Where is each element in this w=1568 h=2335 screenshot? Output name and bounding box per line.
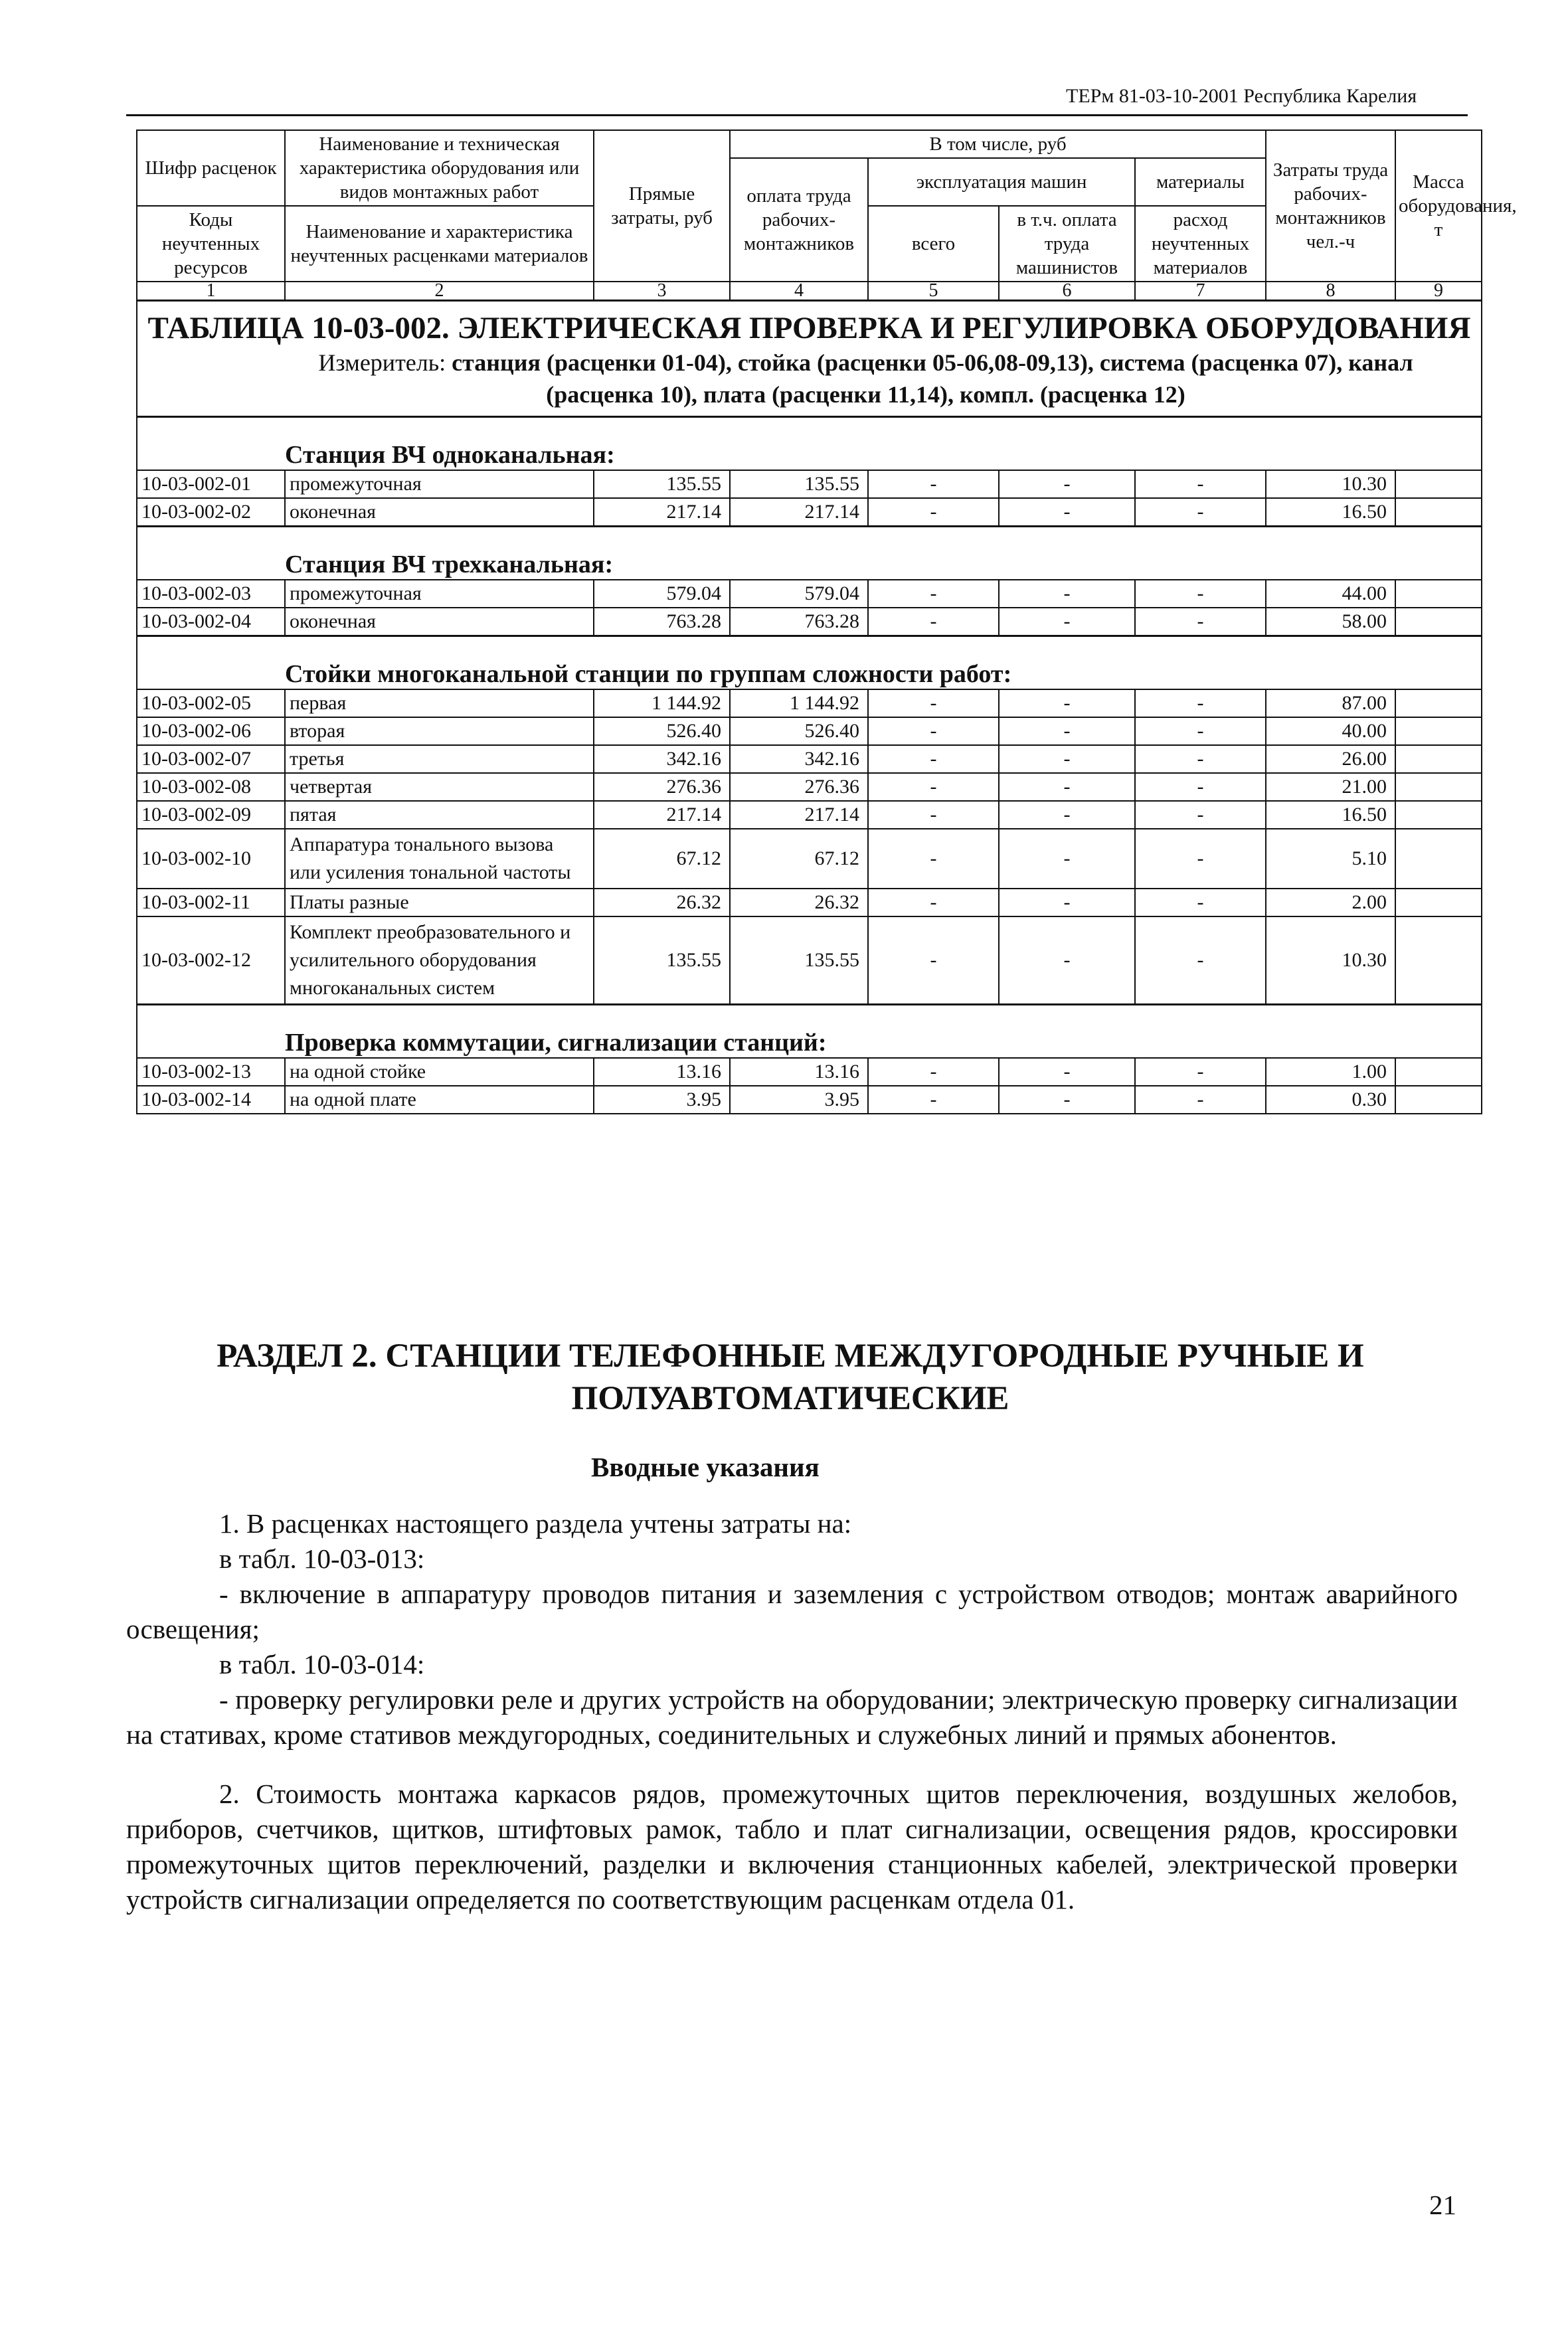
labor-hours: 5.10 [1266, 829, 1395, 889]
labor-pay: 217.14 [730, 498, 868, 527]
equipment-mass [1395, 580, 1482, 608]
equipment-mass [1395, 829, 1482, 889]
table-row [137, 1086, 1482, 1114]
rate-code: 10-03-002-03 [137, 580, 285, 608]
header-rule [126, 114, 1468, 116]
header-machine-operation: эксплуатация машин [868, 158, 1135, 206]
direct-costs: 342.16 [594, 745, 730, 773]
col-num: 4 [730, 282, 868, 301]
rate-name: Комплект преобразовательного и усилительного оборудования многоканальных систем [285, 916, 594, 1005]
machines-total: - [868, 801, 999, 829]
rate-name: Аппаратура тонального вызова или усиления тональной частоты [285, 829, 594, 889]
rate-code: 10-03-002-05 [137, 689, 285, 717]
col-num: 9 [1395, 282, 1482, 301]
direct-costs: 579.04 [594, 580, 730, 608]
labor-pay: 67.12 [730, 829, 868, 889]
group-title: Стойки многоканальной станции по группам сложности работ: [285, 660, 1012, 688]
machines-total: - [868, 745, 999, 773]
rate-name: промежуточная [285, 470, 594, 498]
rate-name: Платы разные [285, 889, 594, 916]
rate-name: четвертая [285, 773, 594, 801]
page-number: 21 [1429, 2190, 1456, 2220]
direct-costs: 13.16 [594, 1058, 730, 1086]
header-code: Шифр расценок [137, 130, 285, 206]
direct-costs: 67.12 [594, 829, 730, 889]
group-title: Станция ВЧ трехканальная: [285, 551, 614, 578]
rate-code: 10-03-002-12 [137, 916, 285, 1005]
equipment-mass [1395, 773, 1482, 801]
header-labor-pay: оплата труда рабочих-монтажников [730, 158, 868, 282]
table-row [137, 689, 1482, 717]
table-title-cell [137, 301, 1482, 417]
col-num: 2 [285, 282, 594, 301]
table-row [137, 801, 1482, 829]
table-row [137, 916, 1482, 1005]
machines-total: - [868, 717, 999, 745]
table-row [137, 1058, 1482, 1086]
col-num: 3 [594, 282, 730, 301]
direct-costs: 276.36 [594, 773, 730, 801]
direct-costs: 1 144.92 [594, 689, 730, 717]
labor-pay: 135.55 [730, 470, 868, 498]
header-materials: материалы [1135, 158, 1266, 206]
machines-total: - [868, 498, 999, 527]
machines-total: - [868, 470, 999, 498]
labor-pay: 276.36 [730, 773, 868, 801]
group-title: Станция ВЧ одноканальная: [285, 441, 615, 469]
equipment-mass [1395, 1086, 1482, 1114]
equipment-mass [1395, 689, 1482, 717]
machinist-pay: - [999, 1058, 1135, 1086]
labor-hours: 10.30 [1266, 916, 1395, 1005]
header-unaccounted-materials: расход неучтенных материалов [1135, 206, 1266, 282]
materials: - [1135, 1058, 1266, 1086]
table-row [137, 580, 1482, 608]
machines-total: - [868, 916, 999, 1005]
materials: - [1135, 608, 1266, 636]
materials: - [1135, 470, 1266, 498]
rate-name: на одной стойке [285, 1058, 594, 1086]
labor-hours: 87.00 [1266, 689, 1395, 717]
labor-pay: 217.14 [730, 801, 868, 829]
col-num: 6 [999, 282, 1135, 301]
machinist-pay: - [999, 889, 1135, 916]
materials: - [1135, 773, 1266, 801]
rate-code: 10-03-002-01 [137, 470, 285, 498]
rate-code: 10-03-002-09 [137, 801, 285, 829]
col-num: 5 [868, 282, 999, 301]
group-row [137, 527, 1482, 580]
equipment-mass [1395, 916, 1482, 1005]
labor-pay: 342.16 [730, 745, 868, 773]
header-row-1 [137, 130, 1482, 158]
header-direct-costs: Прямые затраты, руб [594, 130, 730, 282]
meter-label: Измеритель: [318, 349, 446, 376]
group-row [137, 1005, 1482, 1059]
direct-costs: 135.55 [594, 470, 730, 498]
direct-costs: 26.32 [594, 889, 730, 916]
group-title-cell [137, 527, 1482, 580]
table-meter [144, 347, 1474, 410]
materials: - [1135, 1086, 1266, 1114]
paragraph: 1. В расценках настоящего раздела учтены затраты на: [219, 1508, 852, 1539]
header-machines-total: всего [868, 206, 999, 282]
rate-name: оконечная [285, 608, 594, 636]
labor-hours: 40.00 [1266, 717, 1395, 745]
paragraph: в табл. 10-03-014: [219, 1649, 425, 1680]
rate-name: оконечная [285, 498, 594, 527]
direct-costs: 135.55 [594, 916, 730, 1005]
header-machinist-pay: в т.ч. оплата труда машинистов [999, 206, 1135, 282]
paragraph: в табл. 10-03-013: [219, 1543, 425, 1574]
col-num: 1 [137, 282, 285, 301]
machinist-pay: - [999, 717, 1135, 745]
labor-pay: 13.16 [730, 1058, 868, 1086]
machinist-pay: - [999, 1086, 1135, 1114]
rate-code: 10-03-002-13 [137, 1058, 285, 1086]
rate-code: 10-03-002-04 [137, 608, 285, 636]
materials: - [1135, 889, 1266, 916]
machines-total: - [868, 1086, 999, 1114]
column-numbers-row [137, 282, 1482, 301]
table-row [137, 773, 1482, 801]
machinist-pay: - [999, 801, 1135, 829]
header-including: В том числе, руб [730, 130, 1266, 158]
machinist-pay: - [999, 498, 1135, 527]
rate-code: 10-03-002-02 [137, 498, 285, 527]
machinist-pay: - [999, 773, 1135, 801]
table-title-row [137, 301, 1482, 417]
equipment-mass [1395, 717, 1482, 745]
machines-total: - [868, 689, 999, 717]
rate-name: третья [285, 745, 594, 773]
group-row [137, 417, 1482, 471]
labor-pay: 1 144.92 [730, 689, 868, 717]
direct-costs: 217.14 [594, 498, 730, 527]
machinist-pay: - [999, 689, 1135, 717]
group-title-cell [137, 1005, 1482, 1059]
machinist-pay: - [999, 829, 1135, 889]
direct-costs: 217.14 [594, 801, 730, 829]
materials: - [1135, 745, 1266, 773]
materials: - [1135, 829, 1266, 889]
labor-hours: 10.30 [1266, 470, 1395, 498]
header-unaccounted-codes: Коды неучтенных ресурсов [137, 206, 285, 282]
machines-total: - [868, 608, 999, 636]
rate-code: 10-03-002-10 [137, 829, 285, 889]
labor-hours: 0.30 [1266, 1086, 1395, 1114]
rate-code: 10-03-002-14 [137, 1086, 285, 1114]
group-title-cell [137, 636, 1482, 690]
table-row [137, 745, 1482, 773]
labor-hours: 21.00 [1266, 773, 1395, 801]
labor-hours: 26.00 [1266, 745, 1395, 773]
labor-hours: 58.00 [1266, 608, 1395, 636]
rate-name: вторая [285, 717, 594, 745]
rate-name: первая [285, 689, 594, 717]
rate-code: 10-03-002-11 [137, 889, 285, 916]
materials: - [1135, 916, 1266, 1005]
paragraph: - проверку регулировки реле и других устройств на оборудовании; электрическую проверку сигнализации на стативах, кроме стативов междугородных, соединительных и служебных линий и прямых абонентов. [126, 1684, 1458, 1750]
table-row [137, 829, 1482, 889]
header-equipment-mass: Масса оборудования, т [1395, 130, 1482, 282]
labor-hours: 44.00 [1266, 580, 1395, 608]
group-title-cell [137, 417, 1482, 471]
intro-text [126, 1506, 1458, 1917]
equipment-mass [1395, 889, 1482, 916]
materials: - [1135, 498, 1266, 527]
equipment-mass [1395, 801, 1482, 829]
section-title: РАЗДЕЛ 2. СТАНЦИИ ТЕЛЕФОННЫЕ МЕЖДУГОРОДНЫЕ РУЧНЫЕ И ПОЛУАВТОМАТИЧЕСКИЕ [217, 1338, 1364, 1417]
running-header: ТЕРм 81-03-10-2001 Республика Карелия [1066, 85, 1417, 107]
labor-pay: 526.40 [730, 717, 868, 745]
machinist-pay: - [999, 470, 1135, 498]
machines-total: - [868, 580, 999, 608]
table-row [137, 889, 1482, 916]
rate-code: 10-03-002-06 [137, 717, 285, 745]
table-row [137, 717, 1482, 745]
table-row [137, 498, 1482, 527]
header-labor-costs: Затраты труда рабочих-монтажников чел.-ч [1266, 130, 1395, 282]
machinist-pay: - [999, 916, 1135, 1005]
rate-name: пятая [285, 801, 594, 829]
machinist-pay: - [999, 580, 1135, 608]
group-row [137, 636, 1482, 690]
labor-pay: 26.32 [730, 889, 868, 916]
machinist-pay: - [999, 608, 1135, 636]
materials: - [1135, 801, 1266, 829]
direct-costs: 3.95 [594, 1086, 730, 1114]
rates-table [136, 130, 1517, 1114]
machines-total: - [868, 889, 999, 916]
rate-name: на одной плате [285, 1086, 594, 1114]
rate-code: 10-03-002-08 [137, 773, 285, 801]
materials: - [1135, 717, 1266, 745]
machines-total: - [868, 773, 999, 801]
machines-total: - [868, 1058, 999, 1086]
labor-pay: 3.95 [730, 1086, 868, 1114]
labor-pay: 763.28 [730, 608, 868, 636]
table-row [137, 470, 1482, 498]
col-num: 7 [1135, 282, 1266, 301]
direct-costs: 763.28 [594, 608, 730, 636]
rate-code: 10-03-002-07 [137, 745, 285, 773]
section-subtitle: Вводные указания [591, 1452, 820, 1482]
equipment-mass [1395, 745, 1482, 773]
labor-pay: 135.55 [730, 916, 868, 1005]
header-name: Наименование и техническая характеристика оборудования или видов монтажных работ [285, 130, 594, 206]
group-title: Проверка коммутации, сигнализации станций: [285, 1029, 827, 1057]
machines-total: - [868, 829, 999, 889]
labor-hours: 1.00 [1266, 1058, 1395, 1086]
paragraph: 2. Стоимость монтажа каркасов рядов, промежуточных щитов переключения, воздушных желобов, приборов, счетчиков, щитков, штифтовых рамок, табло и плат сигнализации, освещения рядов, кроссировки промежуточных щитов переключений, разделки и включения станционных кабелей, электрической проверки устройств сигнализации определяется по соответствующим расценкам отдела 01. [126, 1778, 1458, 1915]
equipment-mass [1395, 498, 1482, 527]
labor-hours: 16.50 [1266, 498, 1395, 527]
table-row [137, 608, 1482, 636]
rate-name: промежуточная [285, 580, 594, 608]
labor-hours: 16.50 [1266, 801, 1395, 829]
materials: - [1135, 580, 1266, 608]
labor-pay: 579.04 [730, 580, 868, 608]
paragraph: - включение в аппаратуру проводов питания и заземления с устройством отводов; монтаж аварийного освещения; [126, 1579, 1458, 1644]
machinist-pay: - [999, 745, 1135, 773]
col-num: 8 [1266, 282, 1395, 301]
materials: - [1135, 689, 1266, 717]
meter-value: станция (расценки 01-04), стойка (расценки 05-06,08-09,13), система (расценка 07), канал (расценка 10), плата (расценки 11,14), компл. (расценка 12) [452, 349, 1413, 408]
equipment-mass [1395, 470, 1482, 498]
equipment-mass [1395, 608, 1482, 636]
direct-costs: 526.40 [594, 717, 730, 745]
equipment-mass [1395, 1058, 1482, 1086]
header-unaccounted-names: Наименование и характеристика неучтенных расценками материалов [285, 206, 594, 282]
labor-hours: 2.00 [1266, 889, 1395, 916]
table-title: ТАБЛИЦА 10-03-002. ЭЛЕКТРИЧЕСКАЯ ПРОВЕРКА И РЕГУЛИРОВКА ОБОРУДОВАНИЯ [147, 311, 1471, 345]
